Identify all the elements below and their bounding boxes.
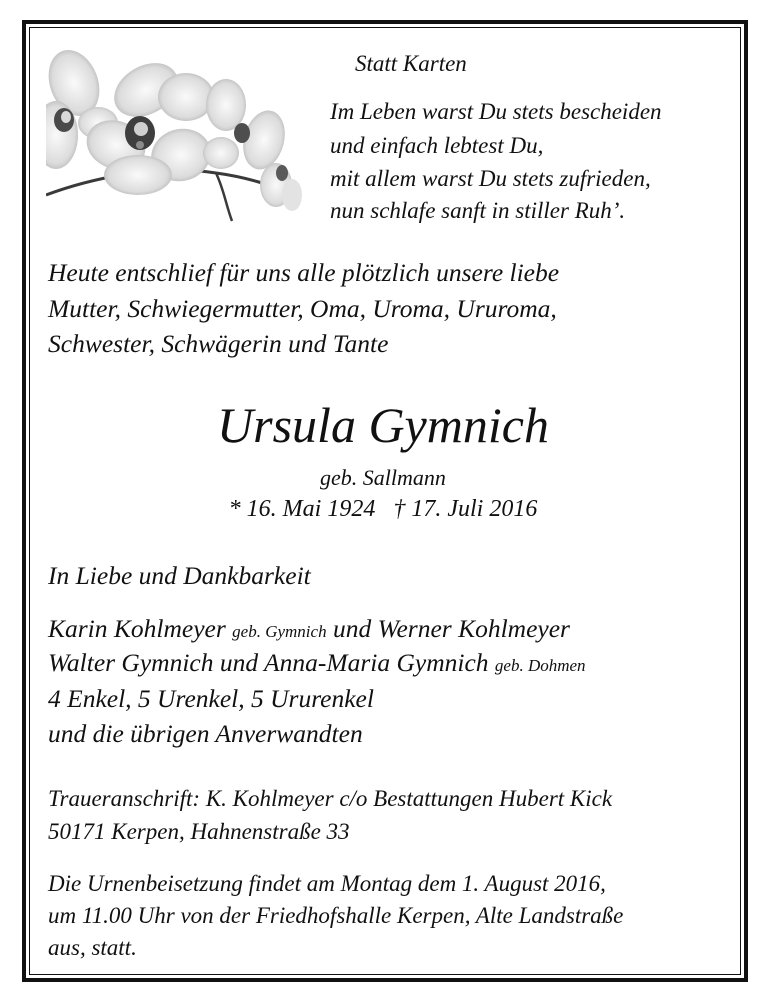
poem-line-3: mit allem warst Du stets zufrieden, <box>330 166 651 191</box>
orchid-image <box>46 45 312 225</box>
life-dates: * 16. Mai 1924 † 17. Juli 2016 <box>228 496 538 522</box>
deceased-name: Ursula Gymnich <box>217 397 549 453</box>
address-line-2: 50171 Kerpen, Hahnenstraße 33 <box>48 819 350 844</box>
mourner-line-4: und die übrigen Anverwandten <box>48 719 363 748</box>
mourner-line-2 <box>48 650 586 676</box>
mourner-name: und Werner Kohlmeyer <box>332 614 570 643</box>
mourner-line-1 <box>48 616 570 642</box>
mourners-heading: In Liebe und Dankbarkeit <box>48 561 311 590</box>
maiden-note: geb. Gymnich <box>232 622 327 641</box>
funeral-line-3: aus, statt. <box>48 935 137 960</box>
poem-line-1: Im Leben warst Du stets bescheiden <box>330 99 662 124</box>
statt-karten: Statt Karten <box>355 51 467 76</box>
address-line-1: Traueranschrift: K. Kohlmeyer c/o Bestattungen Hubert Kick <box>48 786 613 811</box>
funeral-line-1: Die Urnenbeisetzung findet am Montag dem 1. August 2016, <box>48 871 606 896</box>
intro-line-1: Heute entschlief für uns alle plötzlich unsere liebe <box>48 258 560 287</box>
poem-line-2: und einfach lebtest Du, <box>330 133 544 158</box>
maiden-name: geb. Sallmann <box>320 465 446 490</box>
mourner-name: Karin Kohlmeyer <box>48 614 226 643</box>
poem-line-4: nun schlafe sanft in stiller Ruh’. <box>330 198 626 223</box>
maiden-note: geb. Dohmen <box>494 656 586 675</box>
intro-line-3: Schwester, Schwägerin und Tante <box>48 329 389 358</box>
intro-line-2: Mutter, Schwiegermutter, Oma, Uroma, Ururoma, <box>48 294 557 323</box>
mourner-line-3: 4 Enkel, 5 Urenkel, 5 Ururenkel <box>48 684 374 713</box>
funeral-line-2: um 11.00 Uhr von der Friedhofshalle Kerpen, Alte Landstraße <box>48 903 624 928</box>
mourner-name: Walter Gymnich und Anna-Maria Gymnich <box>48 648 489 677</box>
